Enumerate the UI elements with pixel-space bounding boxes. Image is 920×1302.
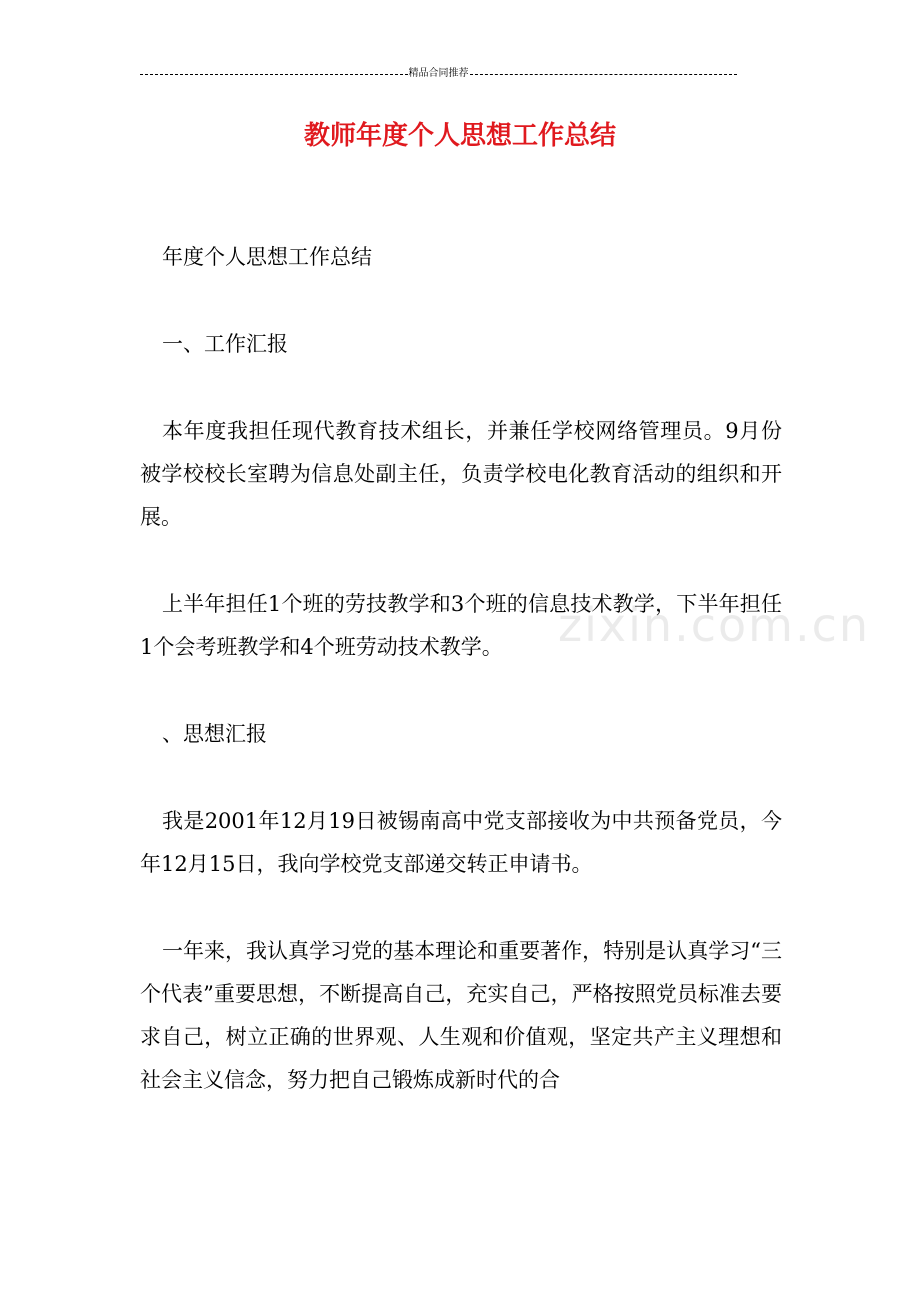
body-paragraph: 上半年担任1个班的劳技教学和3个班的信息技术教学，下半年担任1个会考班教学和4个班劳动技术教学。 xyxy=(140,592,782,659)
watermark: zixin.com.cn xyxy=(558,598,871,652)
section-heading-thought: 、思想汇报 xyxy=(162,722,267,746)
body-paragraph: 我是2001年12月19日被锡南高中党支部接收为中共预备党员，今年12月15日，我向学校党支部递交转正申请书。 xyxy=(140,809,782,876)
document-body xyxy=(140,236,782,1146)
document-title: 教师年度个人思想工作总结 xyxy=(303,121,616,151)
subtitle-paragraph: 年度个人思想工作总结 xyxy=(162,245,372,269)
section-heading-work: 一、工作汇报 xyxy=(162,332,288,356)
header-dash-left xyxy=(140,74,408,75)
page-header xyxy=(140,66,737,82)
header-label: 精品合同推荐 xyxy=(408,68,469,79)
header-dash-right xyxy=(470,74,738,75)
body-paragraph: 本年度我担任现代教育技术组长，并兼任学校网络管理员。9月份被学校校长室聘为信息处副主任，负责学校电化教育活动的组织和开展。 xyxy=(140,419,782,529)
body-paragraph: 一年来，我认真学习党的基本理论和重要著作，特别是认真学习“三个代表”重要思想，不断提高自己，充实自己，严格按照党员标准去要求自己，树立正确的世界观、人生观和价值观，坚定共产主义理想和社会主义信念，努力把自己锻炼成新时代的合 xyxy=(140,939,782,1092)
